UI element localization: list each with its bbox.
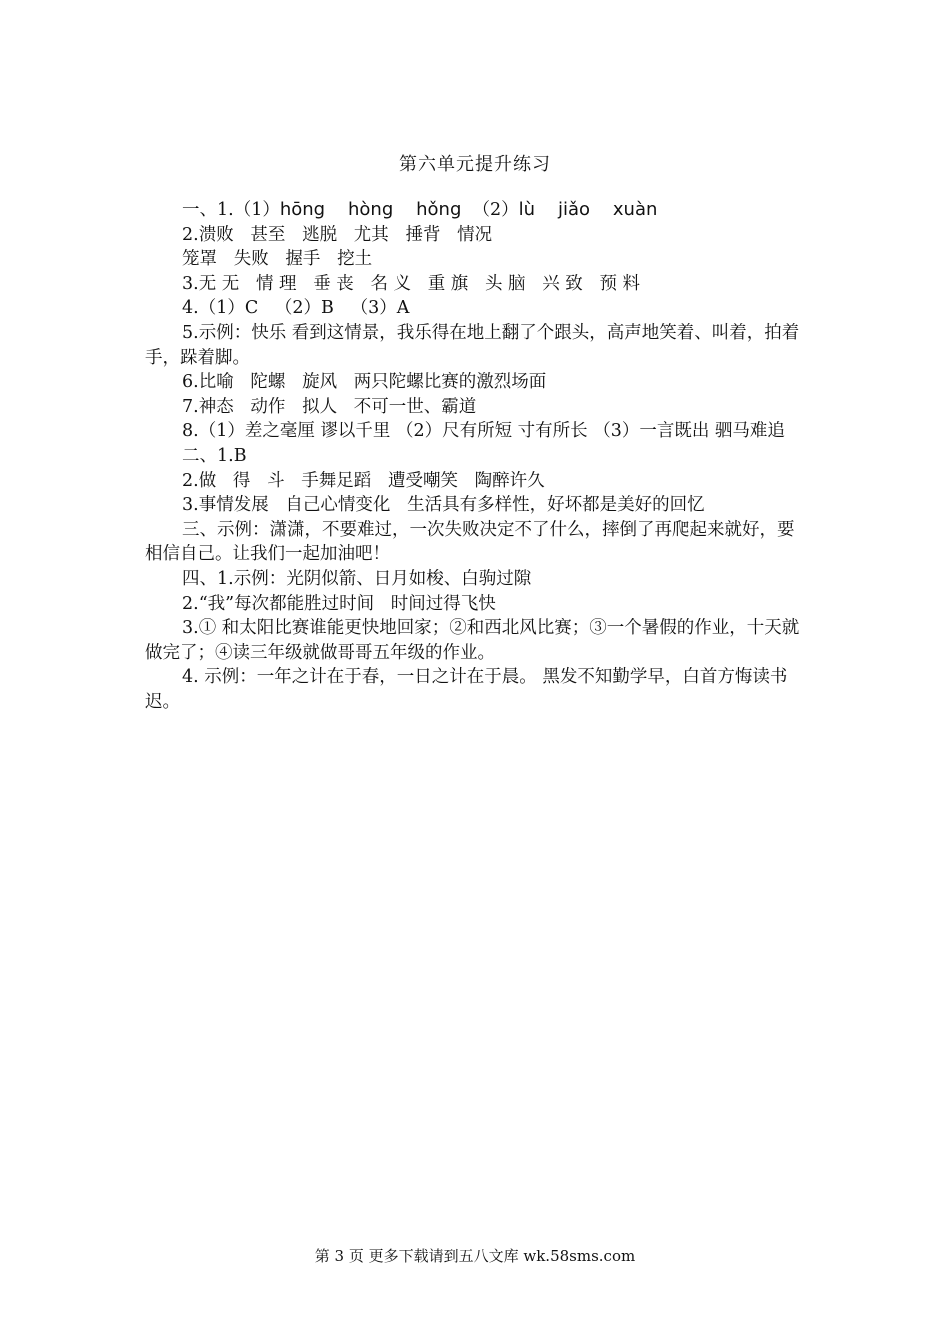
answer-line-1 bbox=[145, 198, 805, 223]
answer-paragraph: 3.① 和太阳比赛谁能更快地回家；②和西北风比赛；③一个暑假的作业，十天就做完了；④读三年级就做哥哥五年级的作业。 bbox=[145, 618, 800, 663]
answer-line: 3.事情发展 自己心情变化 生活具有多样性，好坏都是美好的回忆 bbox=[182, 495, 705, 516]
answer-line: 6.比喻 陀螺 旋风 两只陀螺比赛的激烈场面 bbox=[182, 372, 547, 393]
pinyin-answer: hōng hòng hǒng bbox=[279, 199, 462, 220]
answer-content bbox=[145, 198, 805, 714]
answer-line: 2.“我”每次都能胜过时间 时间过得飞快 bbox=[182, 593, 496, 614]
answer-paragraph: 三、示例：潇潇，不要难过，一次失败决定不了什么，摔倒了再爬起来就好，要相信自己。让我们一起加油吧！ bbox=[145, 519, 795, 565]
answer-line: 笼罩 失败 握手 挖土 bbox=[182, 249, 373, 270]
answer-line: 4.（1）C （2）B （3）A bbox=[182, 298, 410, 319]
answer-prefix: 一、1.（1） bbox=[182, 200, 280, 220]
answer-paragraph: 8.（1）差之毫厘 谬以千里 （2）尺有所短 寸有所长 （3）一言既出 驷马难追 bbox=[182, 421, 785, 442]
answer-subprefix: （2） bbox=[461, 200, 519, 220]
answer-line: 四、1.示例：光阴似箭、日月如梭、白驹过隙 bbox=[182, 568, 532, 589]
answer-line: 7.神态 动作 拟人 不可一世、霸道 bbox=[182, 396, 477, 417]
answer-line: 3.无 无 情 理 垂 丧 名 义 重 旗 头 脑 兴 致 预 料 bbox=[182, 273, 641, 294]
page-footer: 第 3 页 更多下载请到五八文库 wk.58sms.com bbox=[314, 1247, 636, 1265]
answer-paragraph: 5.示例：快乐 看到这情景，我乐得在地上翻了个跟头，高声地笑着、叫着，拍着手，跺着脚。 bbox=[145, 322, 800, 368]
pinyin-answer-2: lù jiǎo xuàn bbox=[518, 199, 658, 220]
answer-line: 2.溃败 甚至 逃脱 尤其 捶背 情况 bbox=[182, 224, 493, 245]
answer-line: 二、1.B bbox=[182, 445, 247, 466]
answer-line: 2.做 得 斗 手舞足蹈 遭受嘲笑 陶醉许久 bbox=[182, 470, 545, 491]
page-title: 第六单元提升练习 bbox=[399, 154, 551, 175]
answer-paragraph: 4. 示例：一年之计在于春，一日之计在于晨。 黑发不知勤学早，白首方悔读书迟。 bbox=[145, 667, 788, 712]
